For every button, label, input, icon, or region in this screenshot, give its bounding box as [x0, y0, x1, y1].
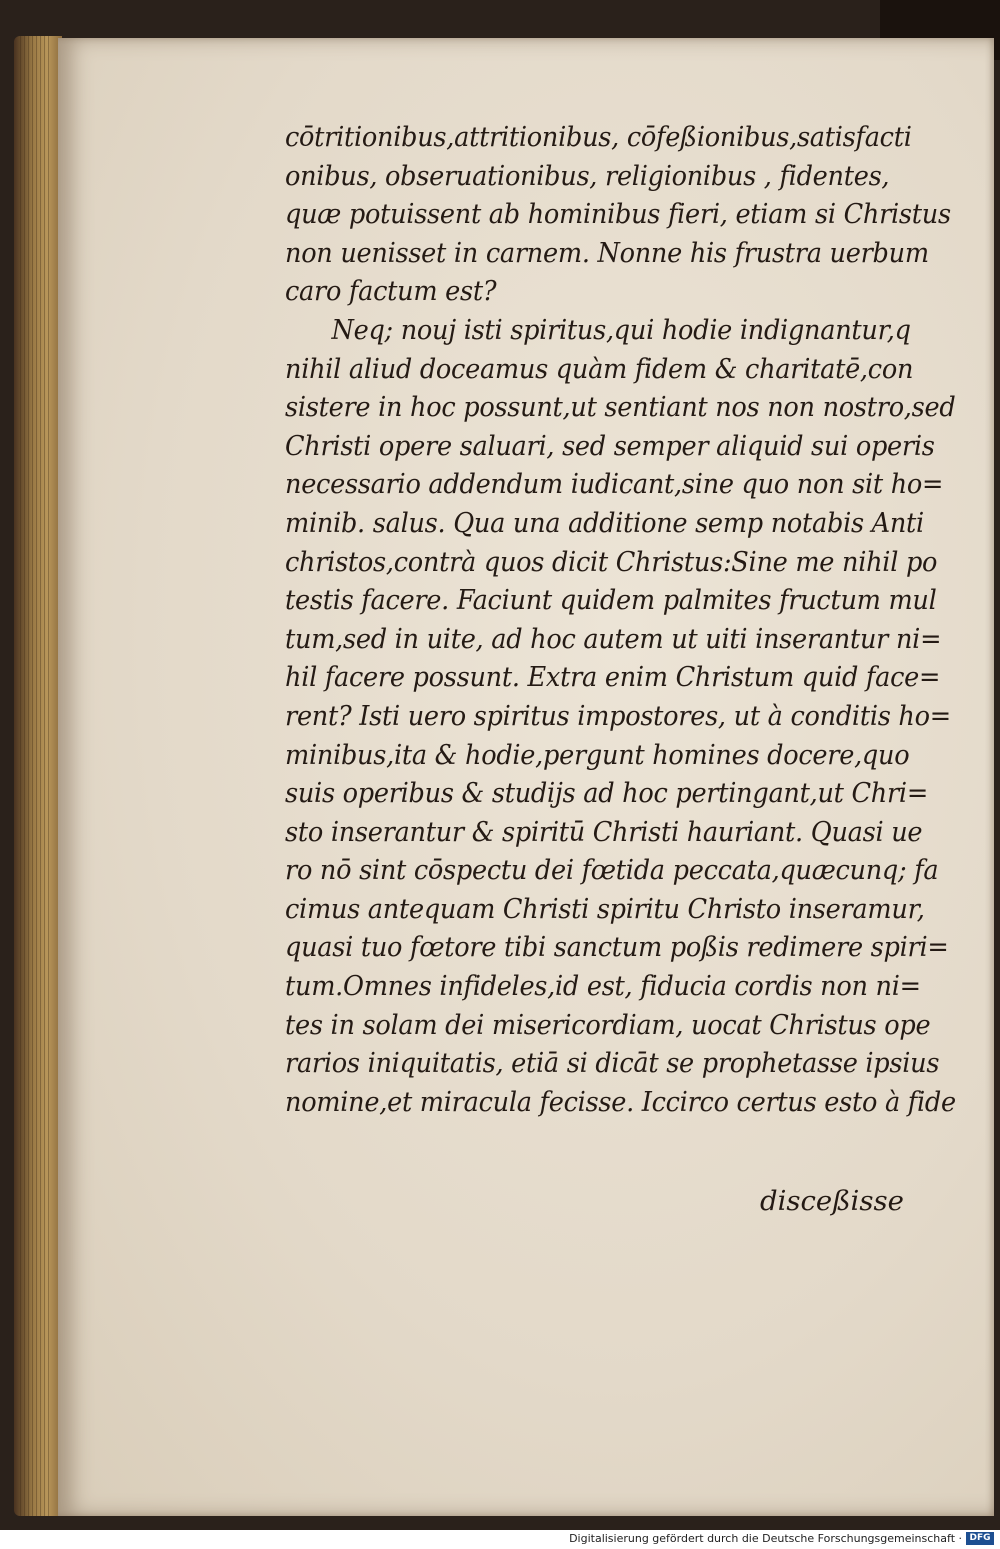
text-line: nihil aliud doceamus quàm fidem & charitatē,con [285, 352, 914, 385]
text-line: onibus, obseruationibus, religionibus , fidentes, [285, 159, 890, 192]
text-line: tes in solam dei misericordiam, uocat Christus ope [285, 1008, 931, 1041]
text-line: suis operibus & studijs ad hoc pertingant,ut Chri= [285, 777, 928, 810]
text-line: Christi opere saluari, sed semper aliquid sui operis [285, 429, 935, 462]
catchword: disceßisse [760, 1185, 904, 1217]
text-line: cimus antequam Christi spiritu Christo inseramur, [285, 892, 925, 925]
text-line: tum.Omnes infideles,id est, fiducia cordis non ni= [285, 970, 921, 1003]
text-line: tum,sed in uite, ad hoc autem ut uiti inserantur ni= [285, 622, 942, 655]
text-line: testis facere. Faciunt quidem palmites fructum mul [285, 584, 937, 617]
text-line: rarios iniquitatis, etiā si dicāt se prophetasse ipsius [285, 1047, 940, 1080]
book-page-edges [14, 36, 62, 1516]
text-line: non uenisset in carnem. Nonne his frustra uerbum [285, 236, 929, 269]
text-line: necessario addendum iudicant,sine quo non sit ho= [285, 468, 944, 501]
text-line: minib. salus. Qua una additione semp notabis Anti [285, 506, 924, 539]
page-text [285, 118, 956, 1121]
dfg-logo-icon: DFG [966, 1532, 994, 1545]
text-line: cōtritionibus,attritionibus, cōfeßionibus,satisfacti [285, 121, 912, 153]
text-line: rent? Isti uero spiritus impostores, ut à conditis ho= [285, 699, 951, 732]
text-line: quasi tuo fœtore tibi sanctum poßis redimere spiri= [285, 931, 949, 964]
text-line: christos,contrà quos dicit Christus:Sine me nihil po [285, 545, 938, 578]
text-line: nomine,et miracula fecisse. Iccirco certus esto à fide [285, 1085, 956, 1118]
text-line: caro factum est? [285, 275, 497, 308]
paragraph-start-line: Neq; nouj isti spiritus,qui hodie indignantur,q [331, 313, 911, 346]
text-line: ro nō sint cōspectu dei fœtida peccata,quæcunq; fa [285, 854, 939, 887]
text-line: quæ potuissent ab hominibus fieri, etiam si Christus [285, 198, 951, 231]
text-line: minibus,ita & hodie,pergunt homines docere,quo [285, 738, 910, 771]
funding-credit: Digitalisierung gefördert durch die Deutsche Forschungsgemeinschaft · [569, 1532, 962, 1545]
text-line: sto inserantur & spiritū Christi hauriant. Quasi ue [285, 815, 923, 848]
text-line: sistere in hoc possunt,ut sentiant nos non nostro,sed [285, 391, 956, 424]
text-line: hil facere possunt. Extra enim Christum quid face= [285, 661, 941, 694]
